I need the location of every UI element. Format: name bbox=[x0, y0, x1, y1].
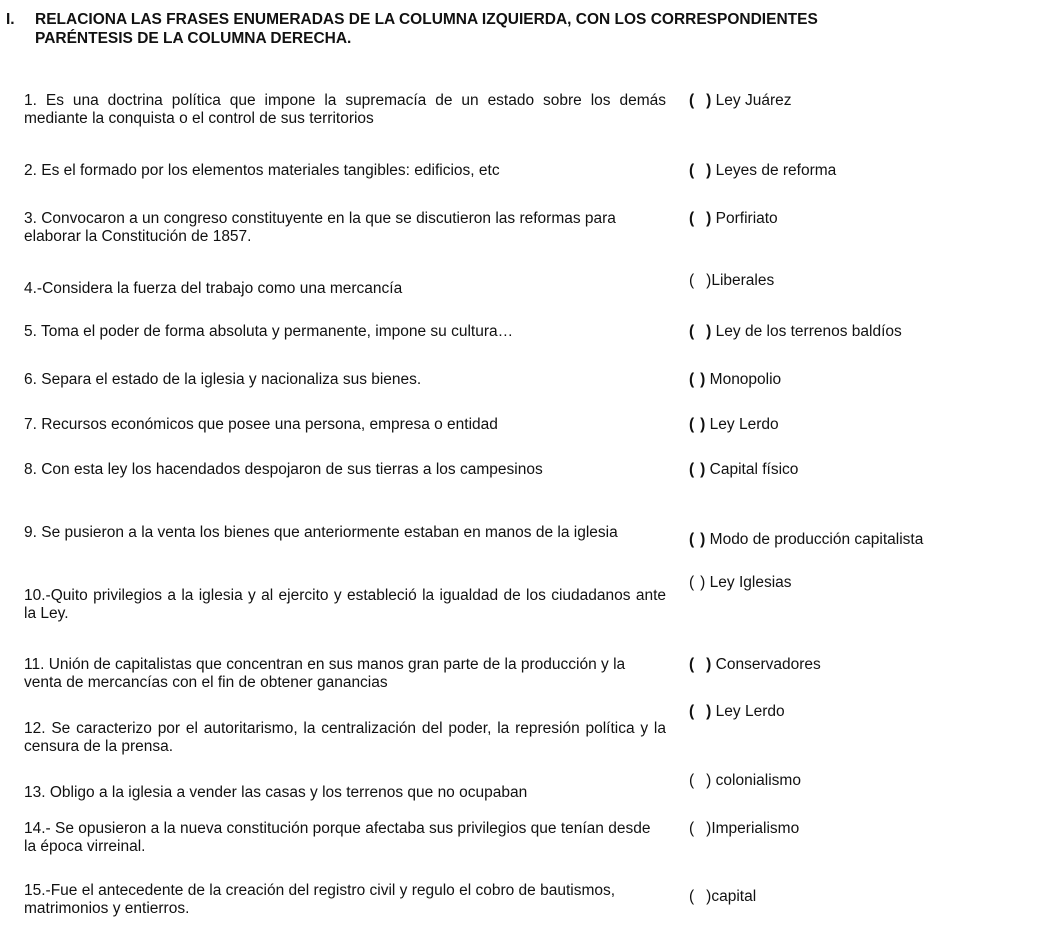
answer-text: Ley Iglesias bbox=[709, 574, 792, 591]
answer-option bbox=[689, 92, 1059, 110]
section-instructions: RELACIONA LAS FRASES ENUMERADAS DE LA COLUMNA IZQUIERDA, CON LOS CORRESPONDIENTES PARÉNTESIS DE LA COLUMNA DERECHA. bbox=[35, 11, 818, 47]
answer-option bbox=[689, 323, 1059, 341]
answer-option bbox=[689, 162, 1059, 180]
answer-blank[interactable]: ( ) bbox=[689, 416, 706, 433]
question-text: 8. Con esta ley los hacendados despojaron de sus tierras a los campesinos bbox=[24, 461, 543, 478]
answer-option bbox=[689, 820, 1059, 838]
question-text: 14.- Se opusieron a la nueva constitución porque afectaba sus privilegios que tenían desde la época virreinal. bbox=[24, 820, 651, 855]
answer-text: Conservadores bbox=[715, 656, 821, 673]
answer-text: capital bbox=[711, 888, 757, 905]
question-text: 1. Es una doctrina política que impone la supremacía de un estado sobre los demás mediante la conquista o el control de sus territorios bbox=[24, 92, 666, 127]
answer-text: Modo de producción capitalista bbox=[709, 531, 924, 548]
question-text: 6. Separa el estado de la iglesia y nacionaliza sus bienes. bbox=[24, 371, 422, 388]
answer-blank[interactable]: ( ) bbox=[689, 531, 706, 548]
answer-text: Monopolio bbox=[709, 371, 782, 388]
question-text: 15.-Fue el antecedente de la creación del registro civil y regulo el cobro de bautismos, matrimonios y entierros. bbox=[24, 882, 616, 917]
answer-blank[interactable]: ( ) bbox=[689, 92, 712, 109]
answer-blank[interactable]: ( ) bbox=[689, 574, 706, 591]
answer-blank[interactable]: ( ) bbox=[689, 703, 712, 720]
answer-option bbox=[689, 461, 1059, 479]
answer-option bbox=[689, 416, 1059, 434]
question-text: 2. Es el formado por los elementos materiales tangibles: edificios, etc bbox=[24, 162, 500, 179]
answer-option bbox=[689, 703, 1059, 721]
answer-option bbox=[689, 888, 1059, 906]
answer-blank[interactable]: ( ) bbox=[689, 272, 712, 289]
answer-blank[interactable]: ( ) bbox=[689, 461, 706, 478]
answer-text: Capital físico bbox=[709, 461, 799, 478]
answer-text: Leyes de reforma bbox=[715, 162, 837, 179]
answer-blank[interactable]: ( ) bbox=[689, 888, 712, 905]
answer-text: Ley de los terrenos baldíos bbox=[715, 323, 902, 340]
question-text: 11. Unión de capitalistas que concentran en sus manos gran parte de la producción y la venta de mercancías con el fin de obtener ganancias bbox=[24, 656, 626, 691]
answer-text: Porfiriato bbox=[715, 210, 778, 227]
question-text: 9. Se pusieron a la venta los bienes que anteriormente estaban en manos de la iglesia bbox=[24, 524, 618, 541]
answer-option bbox=[689, 656, 1059, 674]
answer-text: colonialismo bbox=[715, 772, 801, 789]
answer-text: Ley Lerdo bbox=[715, 703, 785, 720]
section-number: I. bbox=[6, 11, 15, 28]
question-text: 3. Convocaron a un congreso constituyente en la que se discutieron las reformas para elaborar la Constitución de 1857. bbox=[24, 210, 616, 245]
answer-option bbox=[689, 772, 1059, 790]
answer-option bbox=[689, 574, 1059, 592]
answer-blank[interactable]: ( ) bbox=[689, 323, 712, 340]
answer-option bbox=[689, 210, 1059, 228]
answer-text: Liberales bbox=[711, 272, 775, 289]
answer-text: Imperialismo bbox=[711, 820, 800, 837]
answer-blank[interactable]: ( ) bbox=[689, 656, 712, 673]
question-text: 12. Se caracterizo por el autoritarismo, la centralización del poder, la represión política y la censura de la prensa. bbox=[24, 720, 666, 755]
answer-option bbox=[689, 531, 1059, 549]
answer-blank[interactable]: ( ) bbox=[689, 820, 712, 837]
question-text: 5. Toma el poder de forma absoluta y permanente, impone su cultura… bbox=[24, 323, 514, 340]
answer-option bbox=[689, 272, 1059, 290]
answer-text: Ley Juárez bbox=[715, 92, 792, 109]
answer-blank[interactable]: ( ) bbox=[689, 210, 712, 227]
answer-blank[interactable]: ( ) bbox=[689, 772, 712, 789]
question-text: 7. Recursos económicos que posee una persona, empresa o entidad bbox=[24, 416, 498, 433]
answer-blank[interactable]: ( ) bbox=[689, 162, 712, 179]
question-text: 13. Obligo a la iglesia a vender las casas y los terrenos que no ocupaban bbox=[24, 784, 528, 801]
answer-text: Ley Lerdo bbox=[709, 416, 779, 433]
question-text: 10.-Quito privilegios a la iglesia y al ejercito y estableció la igualdad de los ciudadanos ante la Ley. bbox=[24, 587, 666, 622]
answer-option bbox=[689, 371, 1059, 389]
question-text: 4.-Considera la fuerza del trabajo como una mercancía bbox=[24, 280, 403, 297]
answer-blank[interactable]: ( ) bbox=[689, 371, 706, 388]
